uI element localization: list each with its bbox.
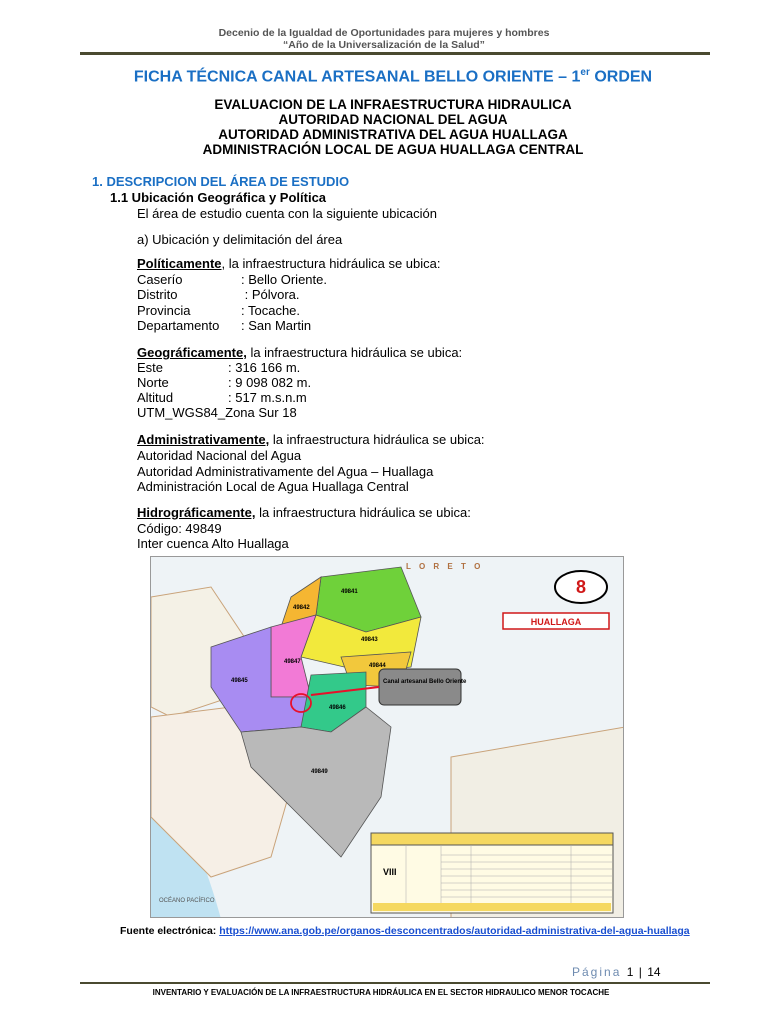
- admin-line: Administración Local de Agua Huallaga Central: [137, 479, 409, 494]
- page-number: Página 1 | 14: [572, 965, 661, 979]
- header-line-1: Decenio de la Igualdad de Oportunidades para mujeres y hombres: [218, 27, 550, 39]
- code-label: 49849: [311, 769, 328, 775]
- utm-line: UTM_WGS84_Zona Sur 18: [137, 405, 297, 420]
- politico-heading: Políticamente, la infraestructura hidráulica se ubica:: [137, 256, 441, 271]
- header-line-2: “Año de la Universalización de la Salud”: [283, 39, 485, 51]
- item-a: a) Ubicación y delimitación del área: [137, 232, 343, 247]
- admin-line: Autoridad Nacional del Agua: [137, 448, 302, 463]
- geo-row: Norte : 9 098 082 m.: [137, 375, 312, 390]
- geo-row: Altitud : 517 m.s.n.m: [137, 390, 307, 405]
- admin-line: Autoridad Administrativamente del Agua – Huallaga: [137, 464, 434, 479]
- code-label: 49843: [361, 637, 378, 643]
- header-divider: [80, 52, 710, 55]
- callout-box: [379, 669, 461, 705]
- location-map: [150, 556, 624, 918]
- subtitle-4: ADMINISTRACIÓN LOCAL DE AGUA HUALLAGA CENTRAL: [202, 142, 584, 157]
- source-link[interactable]: https://www.ana.gob.pe/organos-desconcentrados/autoridad-administrativa-del-agua-huallaga: [219, 925, 690, 937]
- section-heading: 1. DESCRIPCION DEL ÁREA DE ESTUDIO: [92, 174, 350, 189]
- geo-row: Este : 316 166 m.: [137, 360, 301, 375]
- politico-row: Distrito : Pólvora.: [137, 287, 300, 302]
- ocean-label: OCÉANO PACÍFICO: [159, 898, 215, 904]
- code-label: 49847: [284, 659, 301, 665]
- footer-divider: [80, 982, 710, 984]
- code-label: 49846: [329, 705, 346, 711]
- table-roman: VIII: [383, 867, 397, 877]
- code-label: 49845: [231, 678, 248, 684]
- zone-badge-number: 8: [575, 577, 587, 597]
- hidro-line: Código: 49849: [137, 521, 222, 536]
- footer-text: INVENTARIO Y EVALUACIÓN DE LA INFRAESTRUCTURA HIDRÁULICA EN EL SECTOR HIDRAULICO MENOR TOCACHE: [152, 988, 610, 997]
- subsection-heading: 1.1 Ubicación Geográfica y Política: [110, 190, 327, 205]
- geo-heading: Geográficamente, la infraestructura hidráulica se ubica:: [137, 345, 463, 360]
- intro-text: El área de estudio cuenta con la siguiente ubicación: [137, 206, 437, 221]
- source-note: Fuente electrónica: https://www.ana.gob.pe/organos-desconcentrados/autoridad-administrativa-del-agua-huallaga: [120, 925, 690, 937]
- page-title: FICHA TÉCNICA CANAL ARTESANAL BELLO ORIENTE – 1er ORDEN: [133, 67, 653, 86]
- politico-row: Provincia : Tocache.: [137, 303, 301, 318]
- admin-heading: Administrativamente, la infraestructura hidráulica se ubica:: [137, 432, 485, 447]
- code-label: 49844: [369, 663, 386, 669]
- map-graphic: [151, 557, 624, 918]
- politico-row: Departamento : San Martin: [137, 318, 312, 333]
- callout-text: Canal artesanal Bello Oriente: [383, 679, 467, 685]
- hidro-line: Inter cuenca Alto Huallaga: [137, 536, 289, 551]
- politico-row: Caserío : Bello Oriente.: [137, 272, 327, 287]
- subtitle-3: AUTORIDAD ADMINISTRATIVA DEL AGUA HUALLAGA: [218, 127, 568, 142]
- hidro-heading: Hidrográficamente, la infraestructura hidráulica se ubica:: [137, 505, 471, 520]
- code-label: 49842: [293, 605, 310, 611]
- subtitle-2: AUTORIDAD NACIONAL DEL AGUA: [278, 112, 508, 127]
- subtitle-1: EVALUACION DE LA INFRAESTRUCTURA HIDRAULICA: [214, 97, 572, 112]
- region-label: HUALLAGA: [530, 617, 582, 627]
- code-label: 49841: [341, 589, 358, 595]
- loreto-label: L O R E T O: [406, 562, 484, 571]
